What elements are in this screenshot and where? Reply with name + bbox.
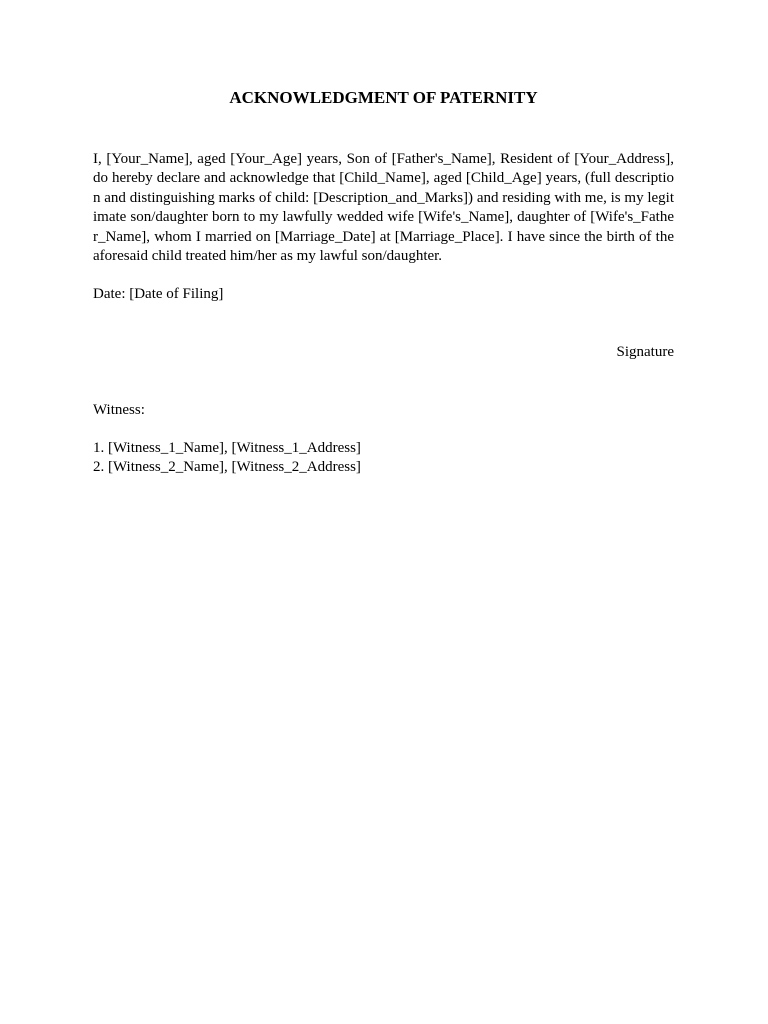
- witness-heading: Witness:: [93, 402, 145, 418]
- witness-item-1: 1. [Witness_1_Name], [Witness_1_Address]: [93, 440, 361, 456]
- witness-list: [93, 439, 361, 478]
- document-title: ACKNOWLEDGMENT OF PATERNITY: [229, 88, 538, 107]
- witness-item-2: 2. [Witness_2_Name], [Witness_2_Address]: [93, 459, 361, 476]
- signature-label: Signature: [616, 344, 674, 360]
- date-line: Date: [Date of Filing]: [93, 286, 224, 302]
- declaration-paragraph: I, [Your_Name], aged [Your_Age] years, Son of [Father's_Name], Resident of [Your_Address], do hereby declare and acknowledge that [Child_Name], aged [Child_Age] years, (full description and distinguishing marks of child: [Description_and_Marks]) and residing with me, is my legitimate son/daughter born to my lawfully wedded wife [Wife's_Name], daughter of [Wife's_Father_Name], whom I married on [Marriage_Date] at [Marriage_Place]. I have since the birth of the aforesaid child treated him/her as my lawful son/daughter.: [93, 151, 674, 265]
